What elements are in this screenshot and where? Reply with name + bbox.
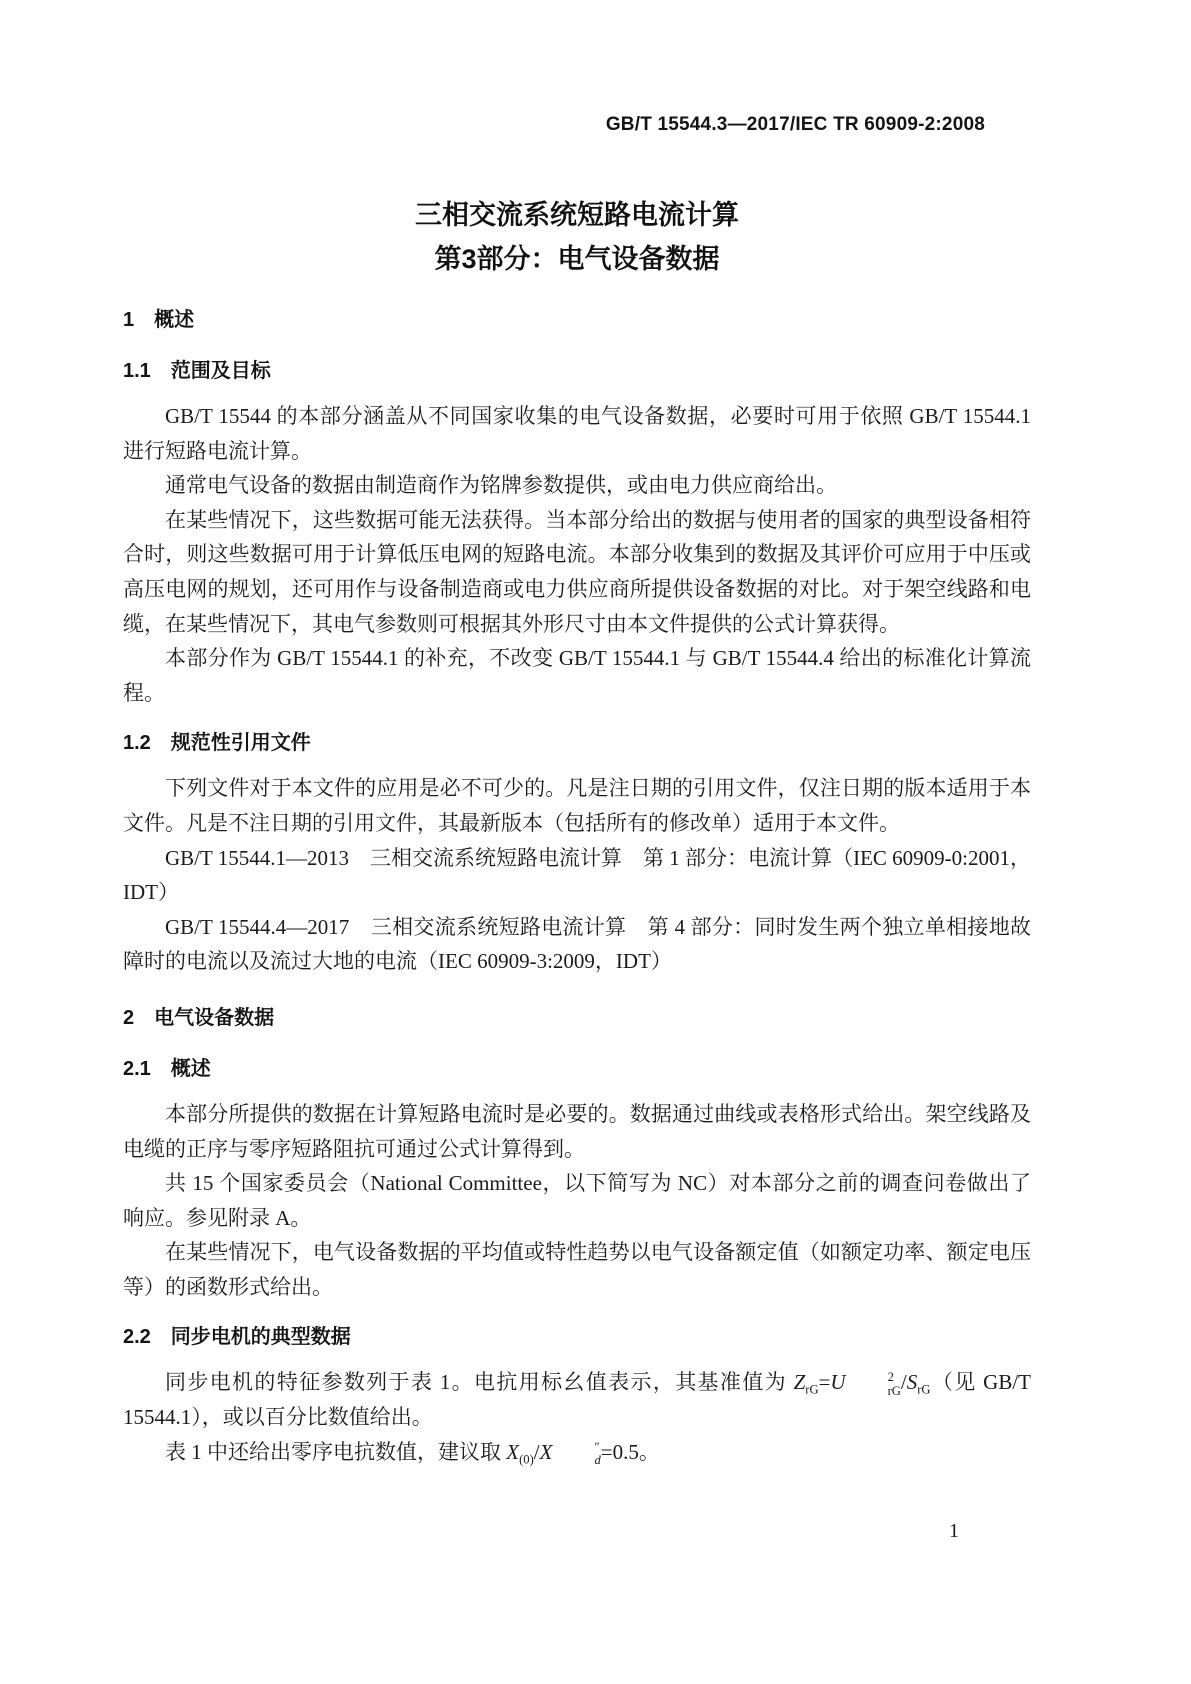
paragraph: 本部分作为 GB/T 15544.1 的补充，不改变 GB/T 15544.1 与 GB/T 15544.4 给出的标准化计算流程。: [123, 646, 1031, 705]
formula-sub-0: (0): [519, 1452, 534, 1467]
text-run: 。: [638, 1439, 660, 1464]
document-title: [123, 193, 1031, 281]
paragraph-with-formula: [123, 1435, 1031, 1470]
reactance-ratio-formula: [506, 1439, 639, 1467]
formula-slash: /: [900, 1370, 907, 1395]
formula-sub-rg: rG: [805, 1382, 819, 1397]
formula-sup-doubleprime: ″: [594, 1439, 600, 1454]
doc-number: GB/T 15544.3—2017/IEC TR 60909-2:2008: [605, 114, 985, 135]
text-run: 表 1 中还给出零序电抗数值，建议取: [165, 1439, 507, 1464]
formula-sub-rg: rG: [917, 1382, 931, 1397]
text-run: 同步电机的特征参数列于表 1。电抗用标幺值表示，其基准值为: [165, 1370, 794, 1395]
impedance-formula: [793, 1370, 931, 1398]
section-2-1-heading: 2.1 概述: [123, 1057, 211, 1080]
section-2-heading: 2 电气设备数据: [123, 1006, 275, 1029]
formula-slash: /: [533, 1439, 540, 1464]
page-number: 1: [949, 1520, 959, 1542]
paragraph: 本部分所提供的数据在计算短路电流时是必要的。数据通过曲线或表格形式给出。架空线路及电缆的正序与零序短路阻抗可通过公式计算得到。: [123, 1101, 1031, 1161]
section-1-2-heading: 1.2 规范性引用文件: [123, 732, 311, 755]
formula-var-s: S: [906, 1370, 918, 1395]
formula-supsub-xd: [552, 1441, 600, 1467]
formula-var-z: Z: [793, 1370, 806, 1395]
formula-sub-rg: rG: [887, 1383, 901, 1398]
formula-sub-d: d: [594, 1452, 601, 1467]
formula-var-u: U: [830, 1370, 846, 1395]
section-2-2-heading: 2.2 同步电机的典型数据: [123, 1326, 351, 1349]
section-1-1-heading: 1.1 范围及目标: [123, 360, 271, 382]
formula-var-x0: X: [506, 1439, 520, 1464]
paragraph: 在某些情况下，这些数据可能无法获得。当本部分给出的数据与使用者的国家的典型设备相符合时，则这些数据可用于计算低压电网的短路电流。本部分收集到的数据及其评价可应用于中压或高压电网的规划，还可用作与设备制造商或电力供应商所提供设备数据的对比。对于架空线路和电缆，在某些情况下，其电气参数则可根据其外形尺寸由本文件提供的公式计算获得。: [123, 507, 1031, 636]
formula-sup-2: 2: [887, 1370, 894, 1385]
paragraph: 通常电气设备的数据由制造商作为铭牌参数提供，或由电力供应商给出。: [165, 473, 837, 498]
normative-reference: GB/T 15544.4—2017 三相交流系统短路电流计算 第 4 部分：同时发生两个独立单相接地故障时的电流以及流过大地的电流（IEC 60909-3:2009，IDT）: [123, 914, 1031, 974]
page-content: [123, 0, 1031, 1469]
text-run: （见 GB/T 15544.1），或以百分比数值给出。: [123, 1370, 1031, 1430]
formula-equals-value: =0.5: [600, 1439, 639, 1464]
paragraph-with-formula: [123, 1365, 1031, 1434]
normative-reference: GB/T 15544.1—2013 三相交流系统短路电流计算 第 1 部分：电流计算（IEC 60909-0:2001，IDT）: [123, 845, 1031, 905]
paragraph: 共 15 个国家委员会（National Committee，以下简写为 NC）对本部分之前的调查问卷做出了响应。参见附录 A。: [123, 1171, 1031, 1230]
document-title-line1: 三相交流系统短路电流计算: [415, 200, 739, 230]
formula-supsub-u: [846, 1371, 901, 1397]
document-title-line2: 第3部分：电气设备数据: [434, 244, 720, 274]
formula-equals: =: [818, 1370, 831, 1395]
paragraph: 下列文件对于本文件的应用是必不可少的。凡是注日期的引用文件，仅注日期的版本适用于本文件。凡是不注日期的引用文件，其最新版本（包括所有的修改单）适用于本文件。: [123, 776, 1031, 835]
formula-var-xd: X: [539, 1439, 553, 1464]
section-1-heading: 1 概述: [123, 309, 195, 331]
paragraph: GB/T 15544 的本部分涵盖从不同国家收集的电气设备数据，必要时可用于依照 GB/T 15544.1 进行短路电流计算。: [123, 404, 1031, 463]
paragraph: 在某些情况下，电气设备数据的平均值或特性趋势以电气设备额定值（如额定功率、额定电压等）的函数形式给出。: [123, 1240, 1031, 1299]
